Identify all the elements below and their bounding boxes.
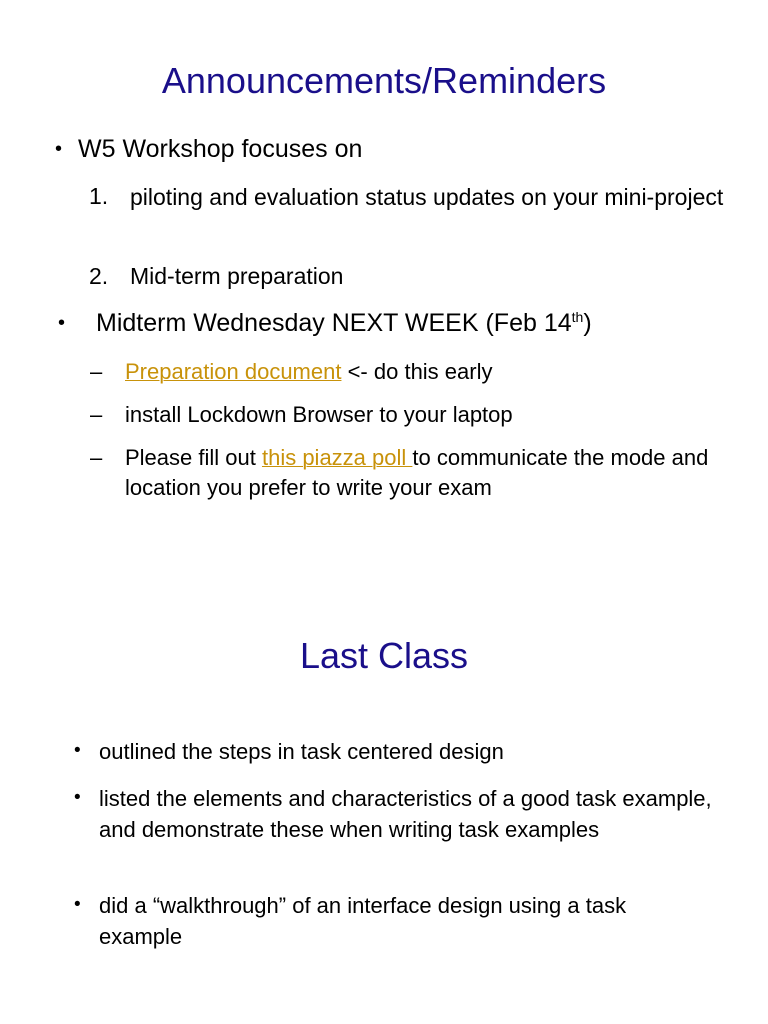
slide-title: Last Class [299,635,469,676]
number-marker: 1. [89,183,109,209]
bullet-marker: • [55,138,63,160]
list-item-text: listed the elements and characteristics of a good task example, and demonstrate these when writing task examples [99,786,712,842]
dash-item-text: install Lockdown Browser to your laptop [125,402,513,427]
dash-item-pre: Please fill out [125,445,262,470]
dash-marker: – [90,359,103,384]
bullet-marker: • [58,312,66,334]
dash-item-text [125,443,710,503]
dash-item-rest: to communicate the mode and location you prefer to write your exam [125,445,709,500]
list-item-text: outlined the steps in task centered design [99,739,504,764]
number-marker: 2. [89,263,109,289]
bullet-marker: • [74,894,81,915]
piazza-poll-link[interactable]: this piazza poll [261,445,413,470]
bullet-text [96,308,746,338]
closing-paren: ) [583,309,592,337]
numbered-item-text: piloting and evaluation status updates on your mini-project [130,184,724,210]
last-class-slide [0,600,768,1024]
list-item-text: did a “walkthrough” of an interface design using a task example [99,893,627,949]
dash-marker: – [90,402,103,427]
dash-item-text [125,357,710,387]
slide-title: Announcements/Reminders [161,60,607,101]
bullet-marker: • [74,787,81,808]
midterm-date-text: Midterm Wednesday NEXT WEEK (Feb 14 [96,309,572,337]
bullet-text: W5 Workshop focuses on [78,135,363,163]
dash-item-rest: <- do this early [341,359,493,384]
numbered-item-text: Mid-term preparation [130,263,344,289]
preparation-document-link[interactable]: Preparation document [125,359,342,384]
bullet-marker: • [74,740,81,761]
ordinal-suffix: th [571,309,584,325]
dash-marker: – [90,445,103,470]
